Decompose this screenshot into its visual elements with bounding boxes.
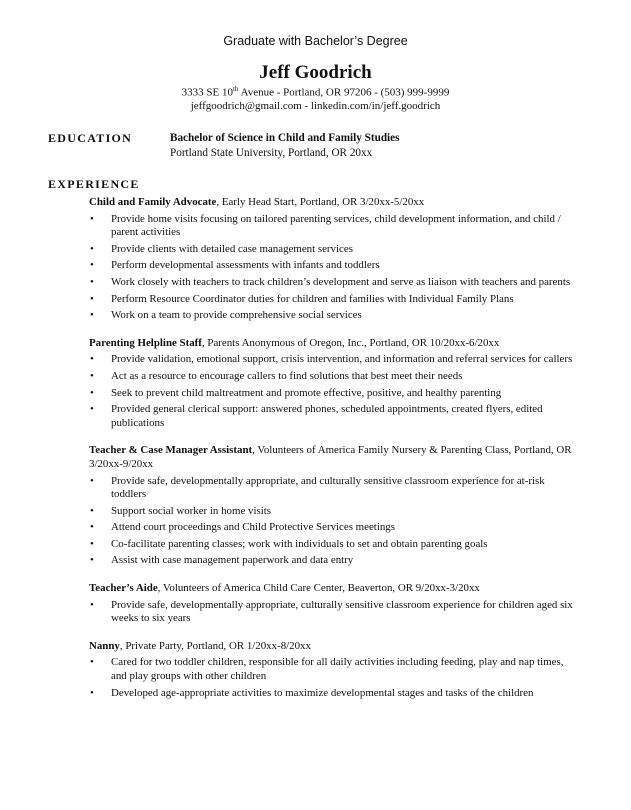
- resume-name: Jeff Goodrich: [259, 62, 372, 83]
- job-bullet: • Support social worker in home visits: [89, 505, 579, 519]
- education-heading: EDUCATION: [48, 131, 133, 145]
- job-bullet: • Perform Resource Coordinator duties for children and families with Individual Family Plans: [89, 293, 579, 307]
- job-bullet: • Provide validation, emotional support, crisis intervention, and information and referral services for callers: [89, 353, 579, 367]
- job-entry: [89, 196, 579, 323]
- job-bullet-list: [89, 213, 579, 323]
- job-bullet-list: [89, 475, 579, 569]
- job-bullet: • Work closely with teachers to track children’s development and serve as liaison with teachers and parents: [89, 276, 579, 290]
- job-header: [89, 337, 579, 351]
- email-linkedin-line: jeffgoodrich@gmail.com - linkedin.com/in/jeff.goodrich: [190, 100, 441, 112]
- job-bullet: • Perform developmental assessments with infants and toddlers: [89, 259, 579, 273]
- job-header: [89, 640, 579, 654]
- job-bullet: • Provide safe, developmentally appropriate, culturally sensitive classroom experience for children aged six weeks to six years: [89, 599, 579, 626]
- job-bullet-list: [89, 599, 579, 626]
- job-details: , Volunteers of America Family Nursery & Parenting Class, Portland, OR 3/20xx-9/20xx: [89, 444, 572, 470]
- job-entry: [89, 582, 579, 626]
- job-bullet: • Attend court proceedings and Child Protective Services meetings: [89, 521, 579, 535]
- job-header: [89, 444, 579, 471]
- job-bullet: • Assist with case management paperwork and data entry: [89, 554, 579, 568]
- job-title: Teacher’s Aide: [89, 582, 158, 595]
- job-entry: [89, 337, 579, 431]
- job-bullet: • Provided general clerical support: answered phones, scheduled appointments, created flyers, edited publications: [89, 403, 579, 430]
- job-title: Teacher & Case Manager Assistant: [89, 444, 253, 457]
- job-title: Nanny: [89, 639, 120, 652]
- job-bullet: • Act as a resource to encourage callers to find solutions that best meet their needs: [89, 370, 579, 384]
- address-prefix: 3333 SE 10: [181, 86, 233, 99]
- job-header: [89, 196, 579, 210]
- job-bullet: • Work on a team to provide comprehensive social services: [89, 309, 579, 323]
- job-title: Child and Family Advocate: [89, 196, 217, 208]
- education-degree: Bachelor of Science in Child and Family Studies: [170, 132, 400, 144]
- education-school: Portland State University, Portland, OR 20xx: [170, 147, 373, 159]
- job-bullet-list: [89, 656, 579, 700]
- job-bullet: • Cared for two toddler children, responsible for all daily activities including feeding, play and nap times, and play groups with other children: [89, 656, 579, 683]
- job-bullet: • Provide clients with detailed case management services: [89, 243, 579, 257]
- experience-list: [89, 196, 579, 714]
- job-entry: [89, 640, 579, 700]
- job-bullet-list: [89, 353, 579, 430]
- job-bullet: • Co-facilitate parenting classes; work with individuals to set and obtain parenting goals: [89, 538, 579, 552]
- education-block: [170, 131, 399, 161]
- job-details: , Private Party, Portland, OR 1/20xx-8/20xx: [119, 639, 311, 652]
- job-header: [89, 582, 579, 596]
- job-bullet: • Provide safe, developmentally appropriate, and culturally sensitive classroom experience for at-risk toddlers: [89, 475, 579, 502]
- address-line: [0, 85, 631, 99]
- experience-heading: EXPERIENCE: [48, 177, 140, 191]
- address-suffix: Avenue - Portland, OR 97206 - (503) 999-9999: [238, 86, 450, 99]
- job-title: Parenting Helpline Staff: [89, 336, 202, 349]
- job-bullet: • Developed age-appropriate activities to maximize developmental stages and tasks of the children: [89, 687, 579, 701]
- job-details: , Volunteers of America Child Care Center, Beaverton, OR 9/20xx-3/20xx: [157, 582, 480, 595]
- job-bullet: • Seek to prevent child maltreatment and promote effective, positive, and healthy parenting: [89, 387, 579, 401]
- document-label: Graduate with Bachelor’s Degree: [223, 34, 408, 48]
- address-ordinal: th: [232, 85, 239, 93]
- job-bullet: • Provide home visits focusing on tailored parenting services, child development information, and child / parent activities: [89, 213, 579, 240]
- job-details: , Early Head Start, Portland, OR 3/20xx-5/20xx: [216, 196, 425, 208]
- job-details: , Parents Anonymous of Oregon, Inc., Portland, OR 10/20xx-6/20xx: [201, 336, 500, 349]
- job-entry: [89, 444, 579, 568]
